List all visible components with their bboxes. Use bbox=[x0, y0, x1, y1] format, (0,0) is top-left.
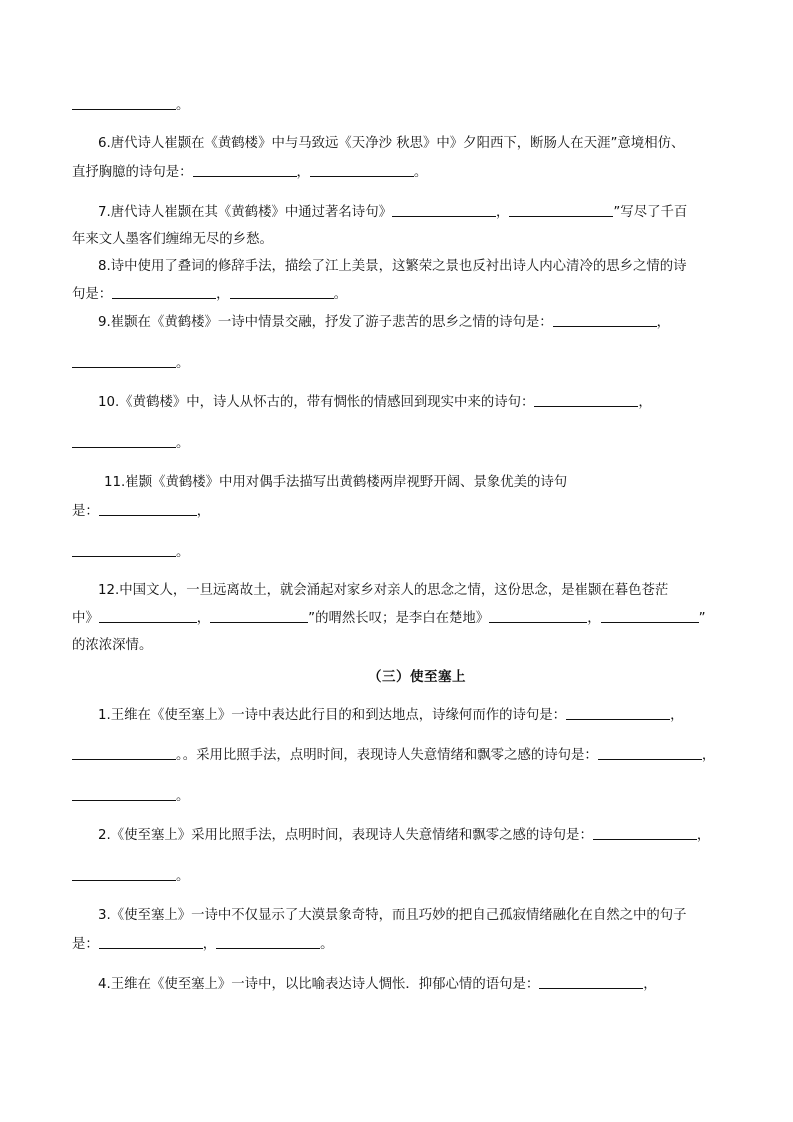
section3-question-1-line-1: 1.王维在《使至塞上》一诗中表达此行目的和到达地点，诗缘何而作的诗句是： ， bbox=[98, 708, 684, 723]
answer-blank[interactable] bbox=[72, 746, 176, 760]
answer-blank[interactable] bbox=[310, 163, 414, 177]
question-11-line-3: 。 bbox=[72, 543, 189, 562]
answer-blank[interactable] bbox=[216, 935, 320, 949]
question-12-line-1: 12.中国文人，一旦远离故土，就会涌起对家乡对亲人的思念之情，这份思念，是崔颢在暮色苍茫 bbox=[98, 583, 669, 598]
section3-question-2-line-1: 2.《使至塞上》采用比照手法，点明时间，表现诗人失意情绪和飘零之感的诗句是： ， bbox=[98, 828, 711, 843]
answer-blank[interactable] bbox=[72, 434, 176, 448]
answer-blank[interactable] bbox=[230, 285, 334, 299]
answer-blank[interactable] bbox=[99, 609, 197, 623]
question-10-line-1: 10.《黄鹤楼》中，诗人从怀古的，带有惆怅的情感回到现实中来的诗句： ， bbox=[98, 395, 652, 410]
answer-blank[interactable] bbox=[72, 867, 176, 881]
answer-blank[interactable] bbox=[72, 787, 176, 801]
answer-blank[interactable] bbox=[112, 285, 216, 299]
question-6-line-1: 6.唐代诗人崔颢在《黄鹤楼》中与马致远《天净沙 秋思》中》夕阳西下，断肠人在天涯”意境相仿、 bbox=[98, 136, 685, 151]
section3-question-1-line-2: 。。采用比照手法，点明时间，表现诗人失意情绪和飘零之感的诗句是： ， bbox=[72, 746, 715, 765]
answer-blank[interactable] bbox=[509, 203, 613, 217]
section3-question-3-line-1: 3.《使至塞上》一诗中不仅显示了大漠景象奇特，而且巧妙的把自己孤寂情绪融化在自然之中的句子 bbox=[98, 908, 687, 923]
question-9-line-2: 。 bbox=[72, 354, 189, 373]
question-7-line-2: 年来文人墨客们缠绵无尽的乡愁。 bbox=[72, 232, 273, 247]
answer-line-0: 。 bbox=[72, 96, 189, 115]
question-11-line-1: 11.崔颢《黄鹤楼》中用对偶手法描写出黄鹤楼两岸视野开阔、景象优美的诗句 bbox=[104, 475, 568, 490]
answer-blank[interactable] bbox=[566, 706, 670, 720]
question-6-line-2: 直抒胸臆的诗句是： ， 。 bbox=[72, 165, 428, 180]
answer-blank[interactable] bbox=[193, 163, 297, 177]
question-8-line-2: 句是： ， 。 bbox=[72, 287, 347, 302]
answer-blank[interactable] bbox=[99, 502, 197, 516]
answer-blank[interactable] bbox=[601, 609, 699, 623]
section3-question-4-line-1: 4.王维在《使至塞上》一诗中，以比喻表达诗人惆怅．抑郁心情的语句是： ， bbox=[98, 977, 657, 992]
question-7-line-1: 7.唐代诗人崔颢在其《黄鹤楼》中通过著名诗句》 ， ”写尽了千百 bbox=[98, 205, 688, 220]
answer-blank[interactable] bbox=[534, 393, 638, 407]
answer-blank[interactable] bbox=[553, 313, 657, 327]
answer-blank[interactable] bbox=[99, 935, 203, 949]
question-9-line-1: 9.崔颢在《黄鹤楼》一诗中情景交融，抒发了游子悲苦的思乡之情的诗句是： ， bbox=[98, 315, 671, 330]
answer-blank[interactable] bbox=[598, 746, 702, 760]
answer-blank[interactable] bbox=[72, 96, 176, 110]
answer-blank[interactable] bbox=[72, 543, 176, 557]
answer-blank[interactable] bbox=[489, 609, 587, 623]
answer-blank[interactable] bbox=[72, 354, 176, 368]
answer-blank[interactable] bbox=[392, 203, 496, 217]
question-11-line-2: 是： ， bbox=[72, 504, 211, 519]
answer-blank[interactable] bbox=[210, 609, 308, 623]
section-title: （三）使至塞上 bbox=[368, 669, 466, 685]
question-8-line-1: 8.诗中使用了叠词的修辞手法，描绘了江上美景，这繁荣之景也反衬出诗人内心清冷的思乡之情的诗 bbox=[98, 259, 687, 274]
answer-blank[interactable] bbox=[539, 975, 643, 989]
section3-question-1-line-3: 。 bbox=[72, 787, 189, 806]
section3-question-3-line-2: 是： ， 。 bbox=[72, 937, 334, 952]
question-12-line-2: 中》 ， ”的喟然长叹；是李白在楚地》 ， ” bbox=[72, 611, 706, 626]
section3-question-2-line-2: 。 bbox=[72, 867, 189, 886]
question-12-line-3: 的浓浓深情。 bbox=[72, 638, 153, 653]
question-10-line-2: 。 bbox=[72, 434, 189, 453]
answer-blank[interactable] bbox=[593, 826, 697, 840]
